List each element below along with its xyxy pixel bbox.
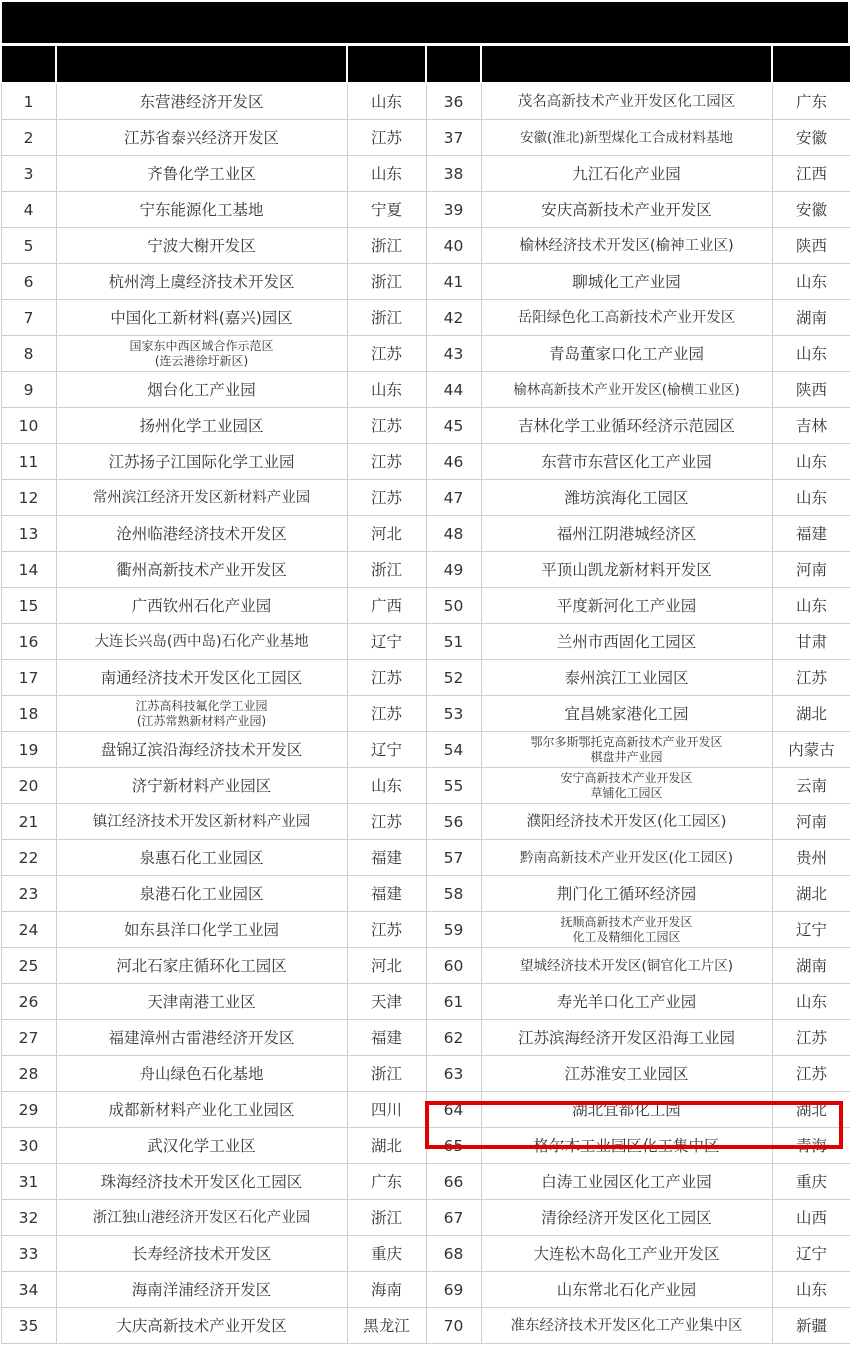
- rank-cell: 59: [426, 912, 481, 948]
- rank-cell: 54: [426, 732, 481, 768]
- table-row: [1, 804, 850, 840]
- rank-cell: 27: [1, 1020, 56, 1056]
- province-cell: 山东: [772, 444, 850, 480]
- park-name-cell: 江苏淮安工业园区: [481, 1056, 772, 1092]
- table-row: [1, 552, 850, 588]
- park-name-cell: 杭州湾上虞经济技术开发区: [56, 264, 347, 300]
- park-name-cell: 宜昌姚家港化工园: [481, 696, 772, 732]
- table-row: [1, 1056, 850, 1092]
- park-name-cell: [481, 732, 772, 768]
- park-name-cell: 江苏扬子江国际化学工业园: [56, 444, 347, 480]
- province-cell: 山东: [772, 480, 850, 516]
- park-name-cell: 成都新材料产业化工业园区: [56, 1092, 347, 1128]
- park-name-cell: 岳阳绿色化工高新技术产业开发区: [481, 300, 772, 336]
- rank-cell: 32: [1, 1200, 56, 1236]
- park-name-cell: 榆林高新技术产业开发区(榆横工业区): [481, 372, 772, 408]
- table-row: [1, 840, 850, 876]
- province-cell: 江西: [772, 156, 850, 192]
- park-name-cell: 准东经济技术开发区化工产业集中区: [481, 1308, 772, 1344]
- park-name-cell: 珠海经济技术开发区化工园区: [56, 1164, 347, 1200]
- province-cell: 浙江: [347, 264, 426, 300]
- province-cell: 河南: [772, 804, 850, 840]
- rank-cell: 57: [426, 840, 481, 876]
- park-name-cell: 大连松木岛化工产业开发区: [481, 1236, 772, 1272]
- rank-cell: 25: [1, 948, 56, 984]
- rank-cell: 50: [426, 588, 481, 624]
- rank-cell: 24: [1, 912, 56, 948]
- province-cell: 山西: [772, 1200, 850, 1236]
- rank-cell: 55: [426, 768, 481, 804]
- park-name-cell: 东营港经济开发区: [56, 83, 347, 120]
- header-cell-rank-left: [1, 45, 56, 83]
- province-cell: 重庆: [347, 1236, 426, 1272]
- park-name-cell: 宁东能源化工基地: [56, 192, 347, 228]
- rank-cell: 26: [1, 984, 56, 1020]
- rank-cell: 15: [1, 588, 56, 624]
- park-name-cell: 安庆高新技术产业开发区: [481, 192, 772, 228]
- park-name-cell: 格尔木工业园区化工集中区: [481, 1128, 772, 1164]
- province-cell: 福建: [347, 876, 426, 912]
- header-cell-province-left: [347, 45, 426, 83]
- park-name-line1: 抚顺高新技术产业开发区: [560, 914, 693, 929]
- park-name-line2: 棋盘井产业园: [590, 749, 663, 764]
- province-cell: 新疆: [772, 1308, 850, 1344]
- province-cell: 湖南: [772, 300, 850, 336]
- rank-cell: 60: [426, 948, 481, 984]
- table-row: [1, 1020, 850, 1056]
- rank-cell: 65: [426, 1128, 481, 1164]
- park-name-line1: 鄂尔多斯鄂托克高新技术产业开发区: [530, 734, 723, 749]
- table-row: [1, 984, 850, 1020]
- rank-cell: 43: [426, 336, 481, 372]
- park-name-cell: 盘锦辽滨沿海经济技术开发区: [56, 732, 347, 768]
- province-cell: 辽宁: [772, 1236, 850, 1272]
- table-row: [1, 336, 850, 372]
- park-name-line1: 国家东中西区域合作示范区: [129, 338, 274, 353]
- province-cell: 湖北: [772, 1092, 850, 1128]
- table-row: [1, 696, 850, 732]
- rank-cell: 5: [1, 228, 56, 264]
- province-cell: 安徽: [772, 120, 850, 156]
- province-cell: 贵州: [772, 840, 850, 876]
- province-cell: 河北: [347, 948, 426, 984]
- park-name-cell: 茂名高新技术产业开发区化工园区: [481, 83, 772, 120]
- province-cell: 内蒙古: [772, 732, 850, 768]
- park-name-cell: 常州滨江经济开发区新材料产业园: [56, 480, 347, 516]
- province-cell: 云南: [772, 768, 850, 804]
- province-cell: 江苏: [347, 912, 426, 948]
- park-name-cell: 荆门化工循环经济园: [481, 876, 772, 912]
- park-name-cell: 潍坊滨海化工园区: [481, 480, 772, 516]
- province-cell: 湖北: [772, 696, 850, 732]
- province-cell: 河北: [347, 516, 426, 552]
- rank-cell: 7: [1, 300, 56, 336]
- province-cell: 浙江: [347, 1056, 426, 1092]
- province-cell: 山东: [347, 372, 426, 408]
- table-row: [1, 516, 850, 552]
- park-name-cell: 海南洋浦经济开发区: [56, 1272, 347, 1308]
- table-row: [1, 1272, 850, 1308]
- table-row: [1, 768, 850, 804]
- rank-cell: 28: [1, 1056, 56, 1092]
- park-name-cell: 宁波大榭开发区: [56, 228, 347, 264]
- province-cell: 山东: [347, 156, 426, 192]
- table-row: [1, 300, 850, 336]
- park-name-cell: 兰州市西固化工园区: [481, 624, 772, 660]
- rank-cell: 3: [1, 156, 56, 192]
- province-cell: 河南: [772, 552, 850, 588]
- province-cell: 福建: [347, 840, 426, 876]
- park-name-line1: 江苏高科技氟化学工业园: [135, 698, 268, 713]
- table-row: [1, 912, 850, 948]
- park-name-cell: 白涛工业园区化工产业园: [481, 1164, 772, 1200]
- province-cell: 辽宁: [347, 624, 426, 660]
- park-name-cell: 武汉化学工业区: [56, 1128, 347, 1164]
- park-name-cell: 平度新河化工产业园: [481, 588, 772, 624]
- province-cell: 广东: [772, 83, 850, 120]
- province-cell: 青海: [772, 1128, 850, 1164]
- park-name-cell: 湖北宜都化工园: [481, 1092, 772, 1128]
- table-row: [1, 588, 850, 624]
- rank-cell: 70: [426, 1308, 481, 1344]
- title-bar-blacked-out: [2, 2, 848, 43]
- rank-cell: 30: [1, 1128, 56, 1164]
- table-row: [1, 876, 850, 912]
- province-cell: 江苏: [347, 444, 426, 480]
- province-cell: 江苏: [347, 696, 426, 732]
- province-cell: 甘肃: [772, 624, 850, 660]
- park-name-cell: 烟台化工产业园: [56, 372, 347, 408]
- rank-cell: 63: [426, 1056, 481, 1092]
- province-cell: 湖北: [772, 876, 850, 912]
- table-row: [1, 83, 850, 120]
- province-cell: 天津: [347, 984, 426, 1020]
- rank-cell: 62: [426, 1020, 481, 1056]
- park-name-cell: 齐鲁化学工业区: [56, 156, 347, 192]
- rank-cell: 39: [426, 192, 481, 228]
- park-name-cell: 黔南高新技术产业开发区(化工园区): [481, 840, 772, 876]
- park-name-cell: 吉林化学工业循环经济示范园区: [481, 408, 772, 444]
- park-name-line2: (连云港徐圩新区): [154, 353, 249, 368]
- table-row: [1, 120, 850, 156]
- park-name-cell: 河北石家庄循环化工园区: [56, 948, 347, 984]
- rank-cell: 37: [426, 120, 481, 156]
- park-name-cell: 长寿经济技术开发区: [56, 1236, 347, 1272]
- rank-cell: 45: [426, 408, 481, 444]
- rank-cell: 4: [1, 192, 56, 228]
- park-name-cell: 平顶山凯龙新材料开发区: [481, 552, 772, 588]
- table-row: [1, 480, 850, 516]
- province-cell: 江苏: [347, 408, 426, 444]
- park-name-cell: 南通经济技术开发区化工园区: [56, 660, 347, 696]
- park-name-line2: 化工及精细化工园区: [572, 929, 681, 944]
- rank-cell: 64: [426, 1092, 481, 1128]
- park-name-cell: 九江石化产业园: [481, 156, 772, 192]
- table-row: [1, 372, 850, 408]
- province-cell: 山东: [347, 768, 426, 804]
- park-name-cell: 江苏滨海经济开发区沿海工业园: [481, 1020, 772, 1056]
- province-cell: 浙江: [347, 228, 426, 264]
- rank-cell: 46: [426, 444, 481, 480]
- rank-cell: 2: [1, 120, 56, 156]
- province-cell: 安徽: [772, 192, 850, 228]
- park-name-cell: 浙江独山港经济开发区石化产业园: [56, 1200, 347, 1236]
- rank-cell: 48: [426, 516, 481, 552]
- rank-cell: 14: [1, 552, 56, 588]
- park-name-cell: 福建漳州古雷港经济开发区: [56, 1020, 347, 1056]
- rank-cell: 33: [1, 1236, 56, 1272]
- province-cell: 江苏: [347, 480, 426, 516]
- rank-cell: 69: [426, 1272, 481, 1308]
- rank-cell: 36: [426, 83, 481, 120]
- rank-cell: 23: [1, 876, 56, 912]
- park-name-line1: 安宁高新技术产业开发区: [560, 770, 693, 785]
- park-name-cell: 东营市东营区化工产业园: [481, 444, 772, 480]
- park-name-cell: 泉港石化工业园区: [56, 876, 347, 912]
- province-cell: 宁夏: [347, 192, 426, 228]
- province-cell: 江苏: [347, 660, 426, 696]
- province-cell: 山东: [772, 984, 850, 1020]
- park-name-cell: 大庆高新技术产业开发区: [56, 1308, 347, 1344]
- rank-cell: 21: [1, 804, 56, 840]
- province-cell: 山东: [347, 83, 426, 120]
- rank-cell: 6: [1, 264, 56, 300]
- table-row: [1, 1236, 850, 1272]
- park-name-cell: 如东县洋口化学工业园: [56, 912, 347, 948]
- rank-cell: 35: [1, 1308, 56, 1344]
- park-name-cell: 寿光羊口化工产业园: [481, 984, 772, 1020]
- header-cell-name-left: [56, 45, 347, 83]
- table-row: [1, 156, 850, 192]
- table-row: [1, 1164, 850, 1200]
- rank-cell: 18: [1, 696, 56, 732]
- province-cell: 陕西: [772, 372, 850, 408]
- park-name-cell: 广西钦州石化产业园: [56, 588, 347, 624]
- province-cell: 浙江: [347, 300, 426, 336]
- park-name-cell: [481, 768, 772, 804]
- province-cell: 浙江: [347, 1200, 426, 1236]
- park-name-cell: [56, 336, 347, 372]
- province-cell: 江苏: [347, 336, 426, 372]
- header-cell-rank-right: [426, 45, 481, 83]
- province-cell: 江苏: [347, 804, 426, 840]
- header-cell-name-right: [481, 45, 772, 83]
- park-name-cell: 濮阳经济技术开发区(化工园区): [481, 804, 772, 840]
- table-row: [1, 264, 850, 300]
- park-name-cell: 中国化工新材料(嘉兴)园区: [56, 300, 347, 336]
- rank-cell: 44: [426, 372, 481, 408]
- table-row: [1, 228, 850, 264]
- rank-cell: 49: [426, 552, 481, 588]
- rank-cell: 51: [426, 624, 481, 660]
- table-row: [1, 1200, 850, 1236]
- table-row: [1, 444, 850, 480]
- table-header-row: [1, 45, 850, 83]
- rank-cell: 13: [1, 516, 56, 552]
- rank-cell: 58: [426, 876, 481, 912]
- park-name-cell: 济宁新材料产业园区: [56, 768, 347, 804]
- province-cell: 山东: [772, 1272, 850, 1308]
- rank-cell: 42: [426, 300, 481, 336]
- province-cell: 福建: [772, 516, 850, 552]
- park-name-cell: [56, 696, 347, 732]
- park-name-cell: 安徽(淮北)新型煤化工合成材料基地: [481, 120, 772, 156]
- province-cell: 浙江: [347, 552, 426, 588]
- park-name-cell: 望城经济技术开发区(铜官化工片区): [481, 948, 772, 984]
- park-name-cell: 福州江阴港城经济区: [481, 516, 772, 552]
- rank-cell: 40: [426, 228, 481, 264]
- rank-cell: 52: [426, 660, 481, 696]
- rank-cell: 19: [1, 732, 56, 768]
- province-cell: 吉林: [772, 408, 850, 444]
- rank-cell: 34: [1, 1272, 56, 1308]
- province-cell: 广东: [347, 1164, 426, 1200]
- province-cell: 湖北: [347, 1128, 426, 1164]
- rank-cell: 56: [426, 804, 481, 840]
- park-name-line2: 草铺化工园区: [590, 785, 663, 800]
- park-name-cell: 江苏省泰兴经济开发区: [56, 120, 347, 156]
- park-name-line2: (江苏常熟新材料产业园): [136, 713, 267, 728]
- park-name-cell: 清徐经济开发区化工园区: [481, 1200, 772, 1236]
- park-name-cell: [481, 912, 772, 948]
- table-row: [1, 948, 850, 984]
- province-cell: 辽宁: [772, 912, 850, 948]
- rank-cell: 1: [1, 83, 56, 120]
- rank-cell: 17: [1, 660, 56, 696]
- rank-cell: 67: [426, 1200, 481, 1236]
- rank-cell: 61: [426, 984, 481, 1020]
- rank-cell: 8: [1, 336, 56, 372]
- province-cell: 福建: [347, 1020, 426, 1056]
- park-name-cell: 镇江经济技术开发区新材料产业园: [56, 804, 347, 840]
- table-row: [1, 192, 850, 228]
- park-name-cell: 天津南港工业区: [56, 984, 347, 1020]
- rank-cell: 12: [1, 480, 56, 516]
- province-cell: 陕西: [772, 228, 850, 264]
- rank-cell: 38: [426, 156, 481, 192]
- park-name-cell: 榆林经济技术开发区(榆神工业区): [481, 228, 772, 264]
- province-cell: 江苏: [347, 120, 426, 156]
- rank-cell: 29: [1, 1092, 56, 1128]
- park-name-cell: 泰州滨江工业园区: [481, 660, 772, 696]
- rank-cell: 41: [426, 264, 481, 300]
- province-cell: 广西: [347, 588, 426, 624]
- table-row: [1, 408, 850, 444]
- park-name-cell: 衢州高新技术产业开发区: [56, 552, 347, 588]
- table-body: [1, 83, 850, 1344]
- table-row: [1, 1128, 850, 1164]
- header-cell-province-right: [772, 45, 850, 83]
- table-row: [1, 624, 850, 660]
- province-cell: 山东: [772, 264, 850, 300]
- province-cell: 湖南: [772, 948, 850, 984]
- table-row: [1, 1308, 850, 1344]
- province-cell: 山东: [772, 336, 850, 372]
- province-cell: 黑龙江: [347, 1308, 426, 1344]
- province-cell: 辽宁: [347, 732, 426, 768]
- rank-cell: 47: [426, 480, 481, 516]
- province-cell: 江苏: [772, 1056, 850, 1092]
- rank-cell: 16: [1, 624, 56, 660]
- park-name-cell: 扬州化学工业园区: [56, 408, 347, 444]
- rank-cell: 53: [426, 696, 481, 732]
- rank-cell: 10: [1, 408, 56, 444]
- rank-cell: 66: [426, 1164, 481, 1200]
- province-cell: 江苏: [772, 660, 850, 696]
- province-cell: 海南: [347, 1272, 426, 1308]
- province-cell: 江苏: [772, 1020, 850, 1056]
- rank-cell: 9: [1, 372, 56, 408]
- table-row: [1, 660, 850, 696]
- rank-cell: 20: [1, 768, 56, 804]
- rank-cell: 68: [426, 1236, 481, 1272]
- rank-cell: 31: [1, 1164, 56, 1200]
- park-name-cell: 泉惠石化工业园区: [56, 840, 347, 876]
- rank-cell: 22: [1, 840, 56, 876]
- table-row: [1, 732, 850, 768]
- park-name-cell: 聊城化工产业园: [481, 264, 772, 300]
- park-name-cell: 沧州临港经济技术开发区: [56, 516, 347, 552]
- park-name-cell: 舟山绿色石化基地: [56, 1056, 347, 1092]
- rank-cell: 11: [1, 444, 56, 480]
- park-name-cell: 青岛董家口化工产业园: [481, 336, 772, 372]
- park-name-cell: 大连长兴岛(西中岛)石化产业基地: [56, 624, 347, 660]
- province-cell: 四川: [347, 1092, 426, 1128]
- park-name-cell: 山东常北石化产业园: [481, 1272, 772, 1308]
- ranking-table: [0, 44, 850, 1344]
- province-cell: 山东: [772, 588, 850, 624]
- province-cell: 重庆: [772, 1164, 850, 1200]
- table-row: [1, 1092, 850, 1128]
